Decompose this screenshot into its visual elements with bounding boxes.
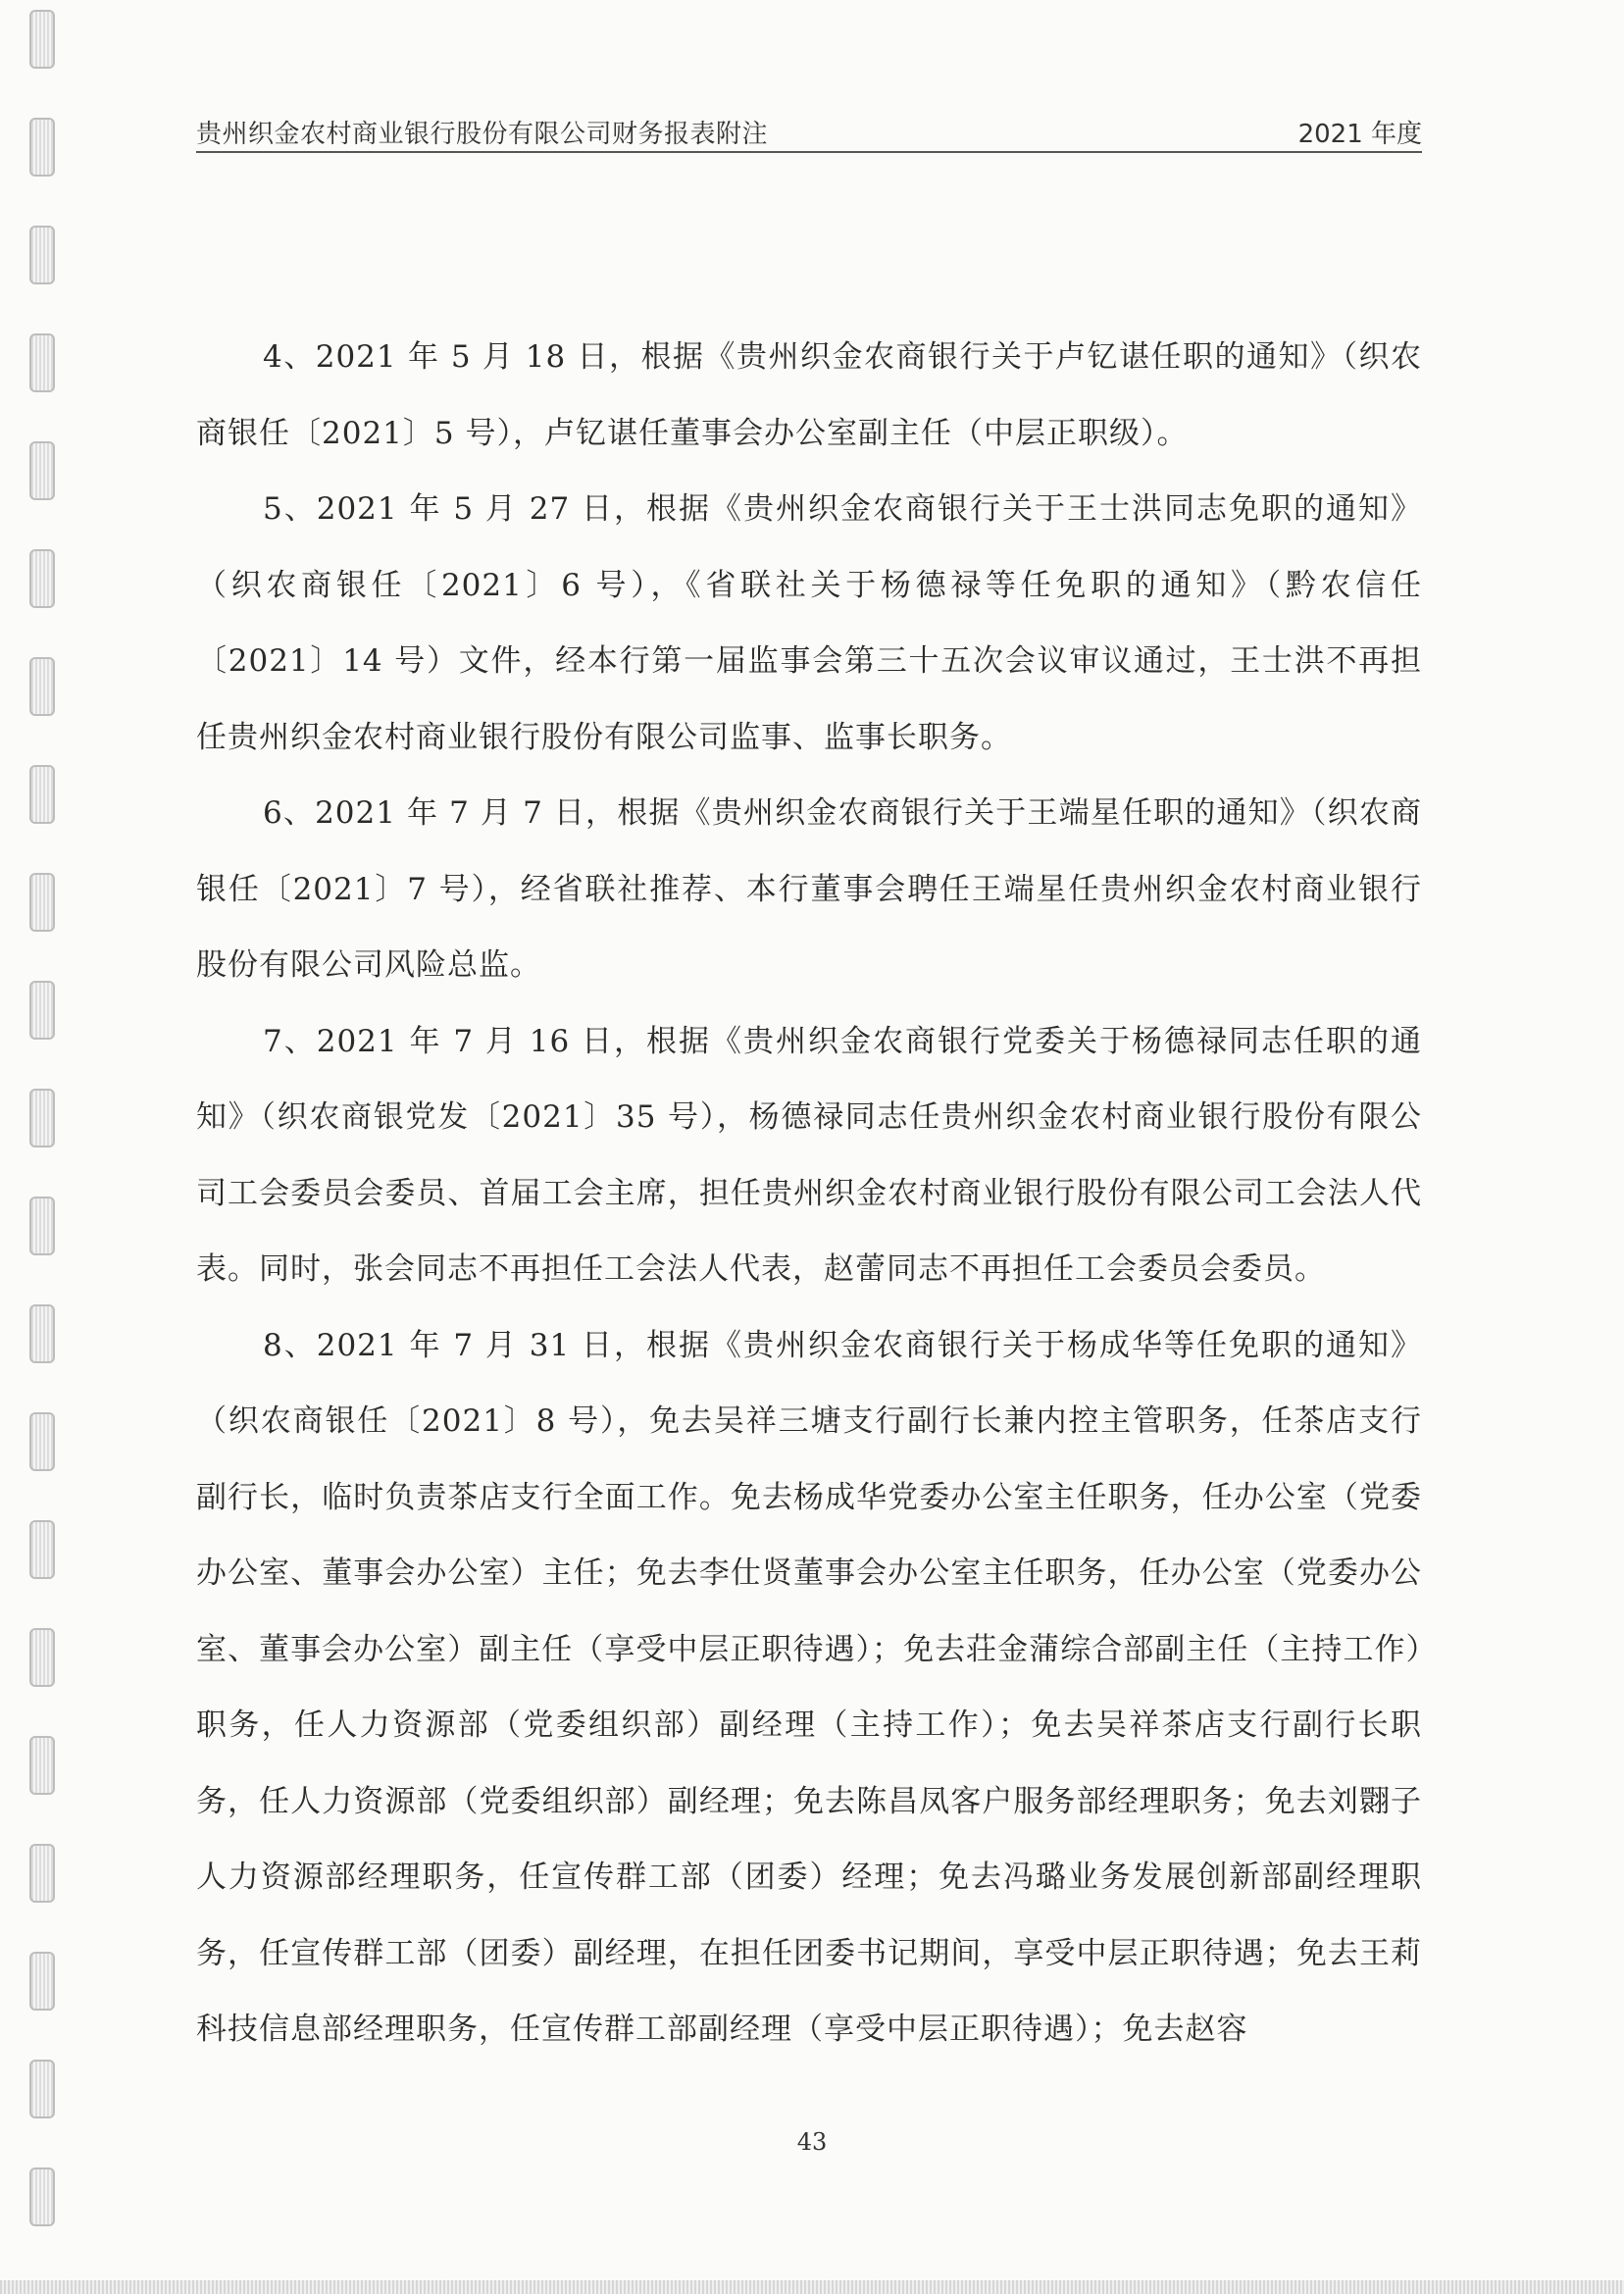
binding-holes [0,0,59,2294]
page-number: 43 [796,2128,828,2156]
paragraph-item-7: 7、2021 年 7 月 16 日，根据《贵州织金农商银行党委关于杨德禄同志任职的通知》（织农商银党发〔2021〕35 号），杨德禄同志任贵州织金农村商业银行股份有限公司工会委员会委员、首届工会主席，担任贵州织金农村商业银行股份有限公司工会法人代表。同时，张会同志不再担任工会法人代表，赵蕾同志不再担任工会委员会委员。 [196,1023,1422,1287]
binding-hole [29,1304,55,1363]
header-year: 2021 年度 [1297,120,1422,149]
paragraph-item-8: 8、2021 年 7 月 31 日，根据《贵州织金农商银行关于杨成华等任免职的通知》（织农商银任〔2021〕8 号），免去吴祥三塘支行副行长兼内控主管职务，任茶店支行副行长，临时负责茶店支行全面工作。免去杨成华党委办公室主任职务，任办公室（党委办公室、董事会办公室）主任；免去李仕贤董事会办公室主任职务，任办公室（党委办公室、董事会办公室）副主任（享受中层正职待遇）；免去荘金蒲综合部副主任（主持工作）职务，任人力资源部（党委组织部）副经理（主持工作）；免去吴祥茶店支行副行长职务，任人力资源部（党委组织部）副经理；免去陈昌凤客户服务部经理职务；免去刘翾子人力资源部经理职务，任宣传群工部（团委）经理；免去冯璐业务发展创新部副经理职务，任宣传群工部（团委）副经理，在担任团委书记期间，享受中层正职待遇；免去王莉科技信息部经理职务，任宣传群工部副经理（享受中层正职待遇）；免去赵容 [196,1327,1422,2047]
binding-hole [29,1197,55,1255]
header-title: 贵州织金农村商业银行股份有限公司财务报表附注 [196,120,769,149]
scan-bottom-edge [0,2280,1624,2294]
binding-hole [29,1412,55,1471]
document-body [196,320,1422,2068]
paragraph-item-4: 4、2021 年 5 月 18 日，根据《贵州织金农商银行关于卢钇谌任职的通知》（织农商银任〔2021〕5 号），卢钇谌任董事会办公室副主任（中层正职级）。 [196,339,1422,451]
binding-hole [29,873,55,932]
binding-hole [29,981,55,1040]
binding-hole [29,657,55,716]
page-header [196,110,1422,153]
binding-hole [29,1736,55,1795]
binding-hole [29,118,55,177]
binding-hole [29,2167,55,2226]
binding-hole [29,1520,55,1579]
binding-hole [29,2060,55,2118]
binding-hole [29,333,55,392]
binding-hole [29,441,55,500]
binding-hole [29,10,55,69]
binding-hole [29,1952,55,2011]
binding-hole [29,1628,55,1687]
binding-hole [29,1844,55,1903]
paragraph-item-6: 6、2021 年 7 月 7 日，根据《贵州织金农商银行关于王端星任职的通知》（织农商银任〔2021〕7 号），经省联社推荐、本行董事会聘任王端星任贵州织金农村商业银行股份有限公司风险总监。 [196,795,1422,983]
binding-hole [29,549,55,608]
binding-hole [29,765,55,824]
binding-hole [29,1089,55,1147]
binding-hole [29,226,55,284]
paragraph-item-5: 5、2021 年 5 月 27 日，根据《贵州织金农商银行关于王士洪同志免职的通知》（织农商银任〔2021〕6 号），《省联社关于杨德禄等任免职的通知》（黔农信任〔2021〕14 号）文件，经本行第一届监事会第三十五次会议审议通过，王士洪不再担任贵州织金农村商业银行股份有限公司监事、监事长职务。 [196,491,1422,755]
